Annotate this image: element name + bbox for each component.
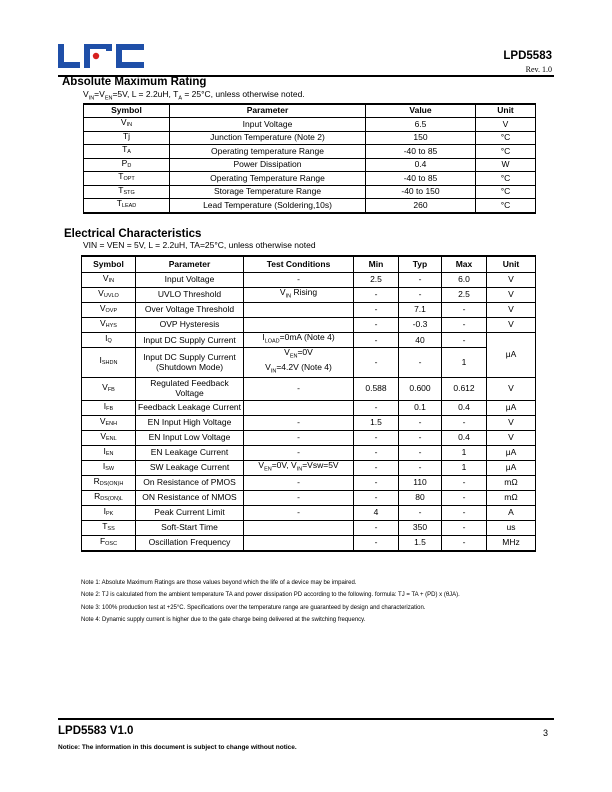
symbol-cell: [82, 303, 136, 318]
symbol-base: V: [120, 117, 127, 127]
symbol-cell: [82, 333, 136, 348]
table-row: [82, 377, 536, 400]
elec-title: Electrical Characteristics: [64, 228, 202, 240]
condition-cell: -: [244, 273, 354, 288]
symbol-cell: [82, 288, 136, 303]
unit-cell: °C: [476, 185, 536, 199]
symbol-base: V: [102, 272, 109, 283]
symbol-base: R: [93, 475, 100, 486]
unit-cell: μA: [487, 333, 536, 378]
symbol-cell: [84, 172, 170, 186]
parameter-cell: Soft-Start Time: [136, 520, 244, 535]
parameter-cell: Peak Current Limit: [136, 505, 244, 520]
table-row: [82, 348, 536, 377]
min-cell: -: [354, 490, 399, 505]
unit-cell: V: [487, 318, 536, 333]
unit-cell: μA: [487, 445, 536, 460]
table-row: [82, 445, 536, 460]
symbol-subscript: ENL: [105, 435, 117, 442]
max-cell: -: [442, 303, 487, 318]
condition-cell: -: [244, 490, 354, 505]
condition-cell: [244, 318, 354, 333]
part-number: LPD5583: [503, 50, 552, 62]
symbol-base: V: [100, 430, 106, 441]
symbol-base: T: [122, 144, 128, 154]
symbol-cell: [84, 118, 170, 132]
symbol-base: T: [118, 184, 124, 195]
symbol-cell: [84, 158, 170, 172]
min-cell: -: [354, 520, 399, 535]
max-cell: 6.0: [442, 273, 487, 288]
symbol-base: F: [99, 535, 106, 546]
unit-cell: mΩ: [487, 490, 536, 505]
condition-cell: [244, 288, 354, 303]
table-row: [82, 273, 536, 288]
table-row: [82, 318, 536, 333]
abs-max-title: Absolute Maximum Rating: [62, 76, 207, 88]
condition-text: $V_{EN}=0V$ $V_{IN}=4.2V$ (Note 4): [265, 347, 332, 375]
symbol-subscript: DS(ON)H: [99, 480, 124, 487]
symbol-base: Tj: [122, 130, 131, 141]
condition-cell: [244, 333, 354, 348]
symbol-base: V: [102, 381, 108, 392]
unit-cell: V: [476, 118, 536, 132]
max-cell: -: [442, 520, 487, 535]
symbol-subscript: OSC: [105, 540, 118, 547]
symbol-base: V: [100, 317, 106, 328]
min-cell: -: [354, 400, 399, 415]
typ-cell: 0.600: [399, 377, 442, 400]
elec-table: [81, 255, 536, 552]
col-header: Parameter: [136, 256, 244, 273]
table-row: [84, 118, 536, 132]
table-row: [82, 460, 536, 475]
symbol-base: T: [102, 520, 108, 531]
symbol-subscript: SW: [105, 465, 115, 472]
min-cell: -: [354, 333, 399, 348]
symbol-cell: [82, 535, 136, 551]
parameter-cell: Input Voltage: [136, 273, 244, 288]
col-header: Symbol: [82, 256, 136, 273]
symbol-base: P: [121, 157, 128, 168]
parameter-cell: On Resistance of PMOS: [136, 475, 244, 490]
table-row: [82, 288, 536, 303]
min-cell: 0.588: [354, 377, 399, 400]
min-cell: -: [354, 303, 399, 318]
unit-cell: V: [487, 415, 536, 430]
typ-cell: -: [399, 348, 442, 377]
col-header: Min: [354, 256, 399, 273]
max-cell: -: [442, 535, 487, 551]
unit-cell: μA: [487, 460, 536, 475]
symbol-subscript: ENH: [105, 420, 118, 427]
unit-cell: V: [487, 288, 536, 303]
table-row: [82, 475, 536, 490]
typ-cell: -0.3: [399, 318, 442, 333]
parameter-cell: Lead Temperature (Soldering,10s): [170, 199, 366, 213]
unit-cell: V: [487, 430, 536, 445]
col-header: Unit: [476, 104, 536, 118]
notes: [81, 577, 561, 626]
table-row: [82, 333, 536, 348]
col-header: Test Conditions: [244, 256, 354, 273]
parameter-cell: Power Dissipation: [170, 158, 366, 172]
unit-cell: mΩ: [487, 475, 536, 490]
typ-cell: -: [399, 460, 442, 475]
condition-cell: -: [244, 505, 354, 520]
condition-cell: -: [244, 445, 354, 460]
table-row: [82, 520, 536, 535]
table-row: [84, 172, 536, 186]
symbol-base: T: [116, 198, 122, 208]
unit-cell: W: [476, 158, 536, 172]
footer-notice: Notice: The information in this document is subject to change without notice.: [58, 744, 297, 751]
parameter-cell: Operating Temperature Range: [170, 172, 366, 186]
max-cell: -: [442, 333, 487, 348]
symbol-base: I: [103, 400, 107, 411]
lfc-logo: [58, 44, 144, 68]
unit-cell: MHz: [487, 535, 536, 551]
symbol-subscript: LEAD: [121, 203, 137, 209]
condition-cell: [244, 400, 354, 415]
symbol-cell: [82, 400, 136, 415]
max-cell: 2.5: [442, 288, 487, 303]
symbol-base: I: [103, 445, 106, 456]
table-row: [84, 145, 536, 159]
typ-cell: 110: [399, 475, 442, 490]
symbol-subscript: SS: [107, 525, 115, 532]
min-cell: 1.5: [354, 415, 399, 430]
abs-max-conditions: $V_{IN}=V_{EN}=5V$, L = 2.2uH, $T_A = 25^\circ C$, unless otherwise noted.: [83, 89, 305, 102]
value-cell: 6.5: [366, 118, 476, 132]
min-cell: 4: [354, 505, 399, 520]
symbol-cell: [82, 520, 136, 535]
parameter-cell: Operating temperature Range: [170, 145, 366, 159]
table-row: [84, 158, 536, 172]
parameter-cell: UVLO Threshold: [136, 288, 244, 303]
symbol-base: T: [118, 171, 124, 181]
note-4: Note 4: Dynamic supply current is higher due to the gate charge being delivered at the switching frequency.: [81, 616, 366, 623]
symbol-subscript: STG: [123, 189, 135, 196]
parameter-cell: ON Resistance of NMOS: [136, 490, 244, 505]
table-row: [82, 490, 536, 505]
symbol-subscript: D: [127, 162, 132, 169]
note-3: Note 3: 100% production test at +25°C. Specifications over the temperature range are guaranteed by design and characterization.: [81, 604, 426, 611]
parameter-cell: EN Leakage Current: [136, 445, 244, 460]
symbol-cell: [82, 273, 136, 288]
symbol-subscript: PK: [106, 510, 114, 517]
symbol-subscript: DS(ON)L: [100, 495, 123, 502]
revision: Rev. 1.0: [525, 65, 552, 74]
max-cell: 0.4: [442, 430, 487, 445]
abs-max-header-row: [84, 104, 536, 118]
condition-cell: [244, 460, 354, 475]
condition-cell: -: [244, 415, 354, 430]
max-cell: -: [442, 318, 487, 333]
symbol-cell: [82, 377, 136, 400]
footer-rule: [58, 718, 554, 720]
min-cell: 2.5: [354, 273, 399, 288]
value-cell: -40 to 150: [366, 185, 476, 199]
parameter-cell: Regulated Feedback Voltage: [136, 377, 244, 400]
max-cell: 1: [442, 348, 487, 377]
value-cell: 260: [366, 199, 476, 213]
col-header: Unit: [487, 256, 536, 273]
condition-text: $V_{EN}=0V$, $V_{IN}=Vsw=5V$: [258, 459, 339, 473]
abs-max-table: [83, 103, 536, 214]
parameter-cell: Over Voltage Threshold: [136, 303, 244, 318]
symbol-base: I: [102, 460, 106, 471]
min-cell: -: [354, 460, 399, 475]
parameter-cell: Oscillation Frequency: [136, 535, 244, 551]
symbol-cell: [82, 460, 136, 475]
table-row: [82, 535, 536, 551]
symbol-subscript: EN: [105, 450, 114, 457]
table-row: [84, 199, 536, 213]
typ-cell: 7.1: [399, 303, 442, 318]
min-cell: -: [354, 445, 399, 460]
typ-cell: 0.1: [399, 400, 442, 415]
unit-cell: V: [487, 273, 536, 288]
symbol-cell: [82, 505, 136, 520]
value-cell: 0.4: [366, 158, 476, 172]
max-cell: -: [442, 415, 487, 430]
col-header: Typ: [399, 256, 442, 273]
symbol-cell: [84, 185, 170, 199]
parameter-cell: EN Input High Voltage: [136, 415, 244, 430]
table-row: [82, 400, 536, 415]
condition-text: $I_{LOAD}=0mA$ (Note 4): [262, 332, 335, 345]
typ-cell: 1.5: [399, 535, 442, 551]
parameter-cell: SW Leakage Current: [136, 460, 244, 475]
value-cell: 150: [366, 131, 476, 145]
parameter-cell: EN Input Low Voltage: [136, 430, 244, 445]
symbol-base: V: [99, 302, 106, 313]
value-cell: -40 to 85: [366, 145, 476, 159]
max-cell: -: [442, 475, 487, 490]
symbol-cell: [82, 490, 136, 505]
condition-cell: [244, 303, 354, 318]
typ-cell: -: [399, 273, 442, 288]
parameter-cell: Input Voltage: [170, 118, 366, 132]
parameter-cell: Input DC Supply Current (Shutdown Mode): [136, 348, 244, 377]
table-row: [82, 415, 536, 430]
max-cell: -: [442, 490, 487, 505]
max-cell: 1: [442, 445, 487, 460]
symbol-base: I: [103, 505, 107, 516]
symbol-base: V: [98, 287, 104, 298]
max-cell: 0.4: [442, 400, 487, 415]
typ-cell: 80: [399, 490, 442, 505]
unit-cell: μA: [487, 400, 536, 415]
min-cell: -: [354, 288, 399, 303]
col-header: Parameter: [170, 104, 366, 118]
note-2: Note 2: TJ is calculated from the ambient temperature TA and power dissipation PD according to the following. formula: TJ = TA + (PD) x (θJA).: [81, 592, 460, 599]
typ-cell: 40: [399, 333, 442, 348]
typ-cell: -: [399, 288, 442, 303]
table-row: [82, 303, 536, 318]
symbol-cell: [82, 348, 136, 377]
condition-cell: -: [244, 475, 354, 490]
unit-cell: °C: [476, 131, 536, 145]
symbol-cell: [84, 145, 170, 159]
condition-cell: -: [244, 430, 354, 445]
unit-cell: V: [487, 377, 536, 400]
symbol-cell: [82, 430, 136, 445]
min-cell: -: [354, 475, 399, 490]
symbol-subscript: HYS: [105, 322, 117, 329]
symbol-cell: [82, 445, 136, 460]
condition-cell: [244, 535, 354, 551]
note-1: Note 1: Absolute Maximum Ratings are those values beyond which the life of a device may be impaired.: [81, 580, 357, 586]
typ-cell: -: [399, 445, 442, 460]
typ-cell: -: [399, 415, 442, 430]
parameter-cell: Input DC Supply Current: [136, 333, 244, 348]
table-row: [82, 430, 536, 445]
symbol-base: R: [94, 490, 101, 501]
unit-cell: °C: [476, 145, 536, 159]
symbol-subscript: A: [127, 149, 131, 155]
max-cell: 1: [442, 460, 487, 475]
min-cell: -: [354, 318, 399, 333]
col-header: Symbol: [84, 104, 170, 118]
condition-text: $V_{IN}$ Rising: [279, 287, 318, 300]
parameter-cell: Feedback Leakage Current: [136, 400, 244, 415]
condition-cell: [244, 348, 354, 377]
parameter-cell: OVP Hysteresis: [136, 318, 244, 333]
symbol-subscript: FB: [107, 386, 115, 393]
symbol-cell: [84, 199, 170, 213]
max-cell: -: [442, 505, 487, 520]
max-cell: 0.612: [442, 377, 487, 400]
unit-cell: °C: [476, 199, 536, 213]
typ-cell: 350: [399, 520, 442, 535]
elec-header-row: [82, 256, 536, 273]
unit-cell: us: [487, 520, 536, 535]
symbol-subscript: IN: [108, 277, 115, 284]
symbol-cell: [82, 415, 136, 430]
condition-cell: [244, 520, 354, 535]
symbol-subscript: IN: [126, 122, 133, 128]
unit-cell: °C: [476, 172, 536, 186]
unit-cell: V: [487, 303, 536, 318]
col-header: Max: [442, 256, 487, 273]
min-cell: -: [354, 535, 399, 551]
symbol-base: I: [99, 355, 102, 366]
symbol-cell: [82, 318, 136, 333]
symbol-cell: [84, 131, 170, 145]
symbol-base: V: [99, 415, 106, 426]
parameter-cell: Junction Temperature (Note 2): [170, 131, 366, 145]
page-number: 3: [542, 728, 548, 738]
elec-conditions: VIN = VEN = 5V, L = 2.2uH, TA=25°C, unless otherwise noted: [83, 240, 316, 250]
col-header: Value: [366, 104, 476, 118]
typ-cell: -: [399, 430, 442, 445]
symbol-subscript: FB: [106, 405, 114, 412]
min-cell: -: [354, 348, 399, 377]
symbol-subscript: OPT: [123, 176, 135, 182]
typ-cell: -: [399, 505, 442, 520]
table-row: [84, 131, 536, 145]
symbol-base: I: [105, 333, 108, 344]
symbol-subscript: OVP: [105, 307, 118, 314]
symbol-subscript: Q: [107, 338, 112, 345]
table-row: [84, 185, 536, 199]
value-cell: -40 to 85: [366, 172, 476, 186]
condition-cell: -: [244, 377, 354, 400]
symbol-cell: [82, 475, 136, 490]
unit-cell: A: [487, 505, 536, 520]
footer-doc: LPD5583 V1.0: [58, 725, 134, 737]
symbol-subscript: UVLO: [103, 292, 119, 299]
min-cell: -: [354, 430, 399, 445]
table-row: [82, 505, 536, 520]
parameter-cell: Storage Temperature Range: [170, 185, 366, 199]
symbol-subscript: SHDN: [101, 360, 118, 367]
